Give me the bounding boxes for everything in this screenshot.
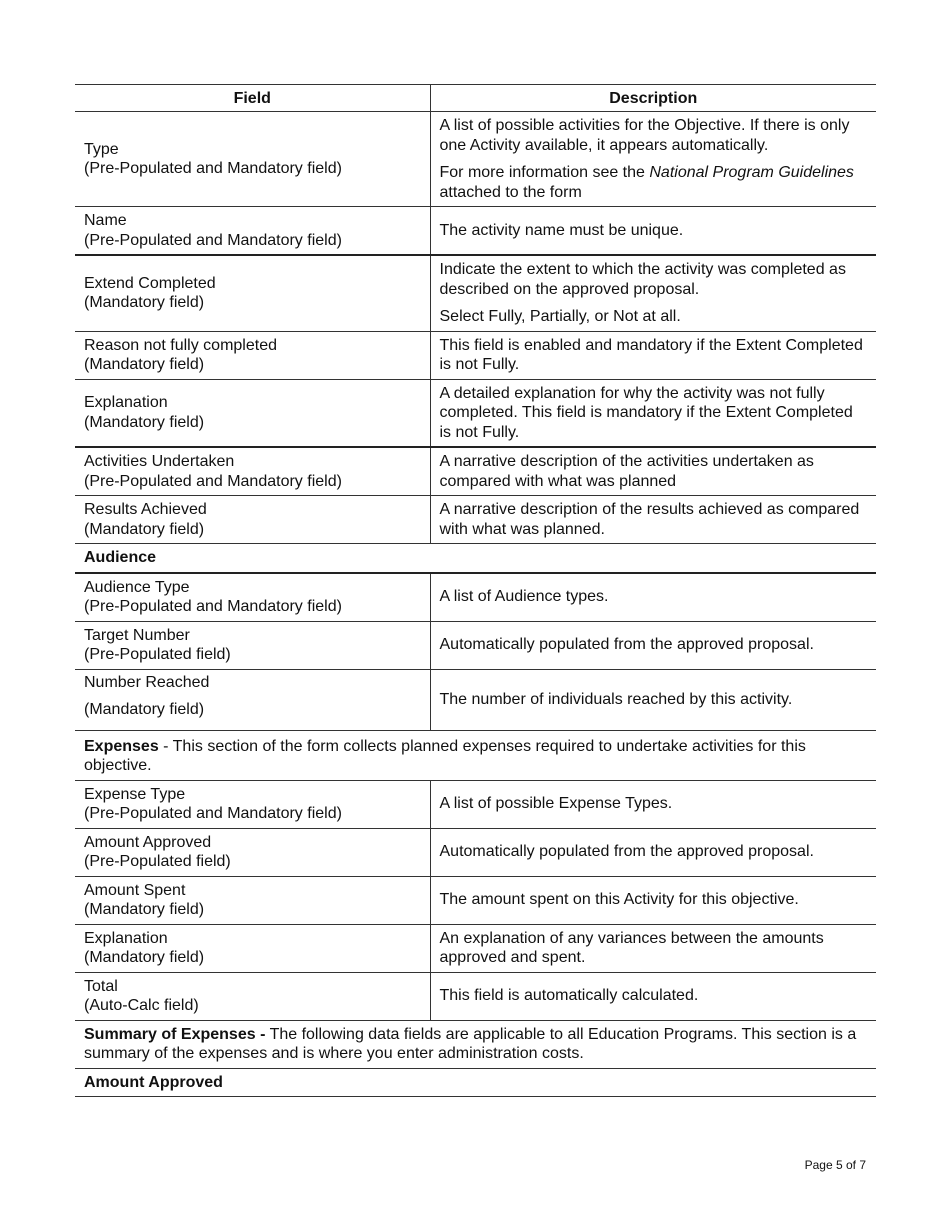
description-cell: A list of Audience types.: [430, 573, 876, 622]
section-title: Expenses: [84, 737, 159, 755]
field-label: Name: [84, 212, 127, 229]
description-cell: Automatically populated from the approved proposal.: [430, 828, 876, 876]
table-row: [75, 972, 876, 1020]
guidelines-reference: National Program Guidelines: [649, 164, 854, 181]
description-cell: A narrative description of the activities undertaken as compared with what was planned: [430, 447, 876, 496]
field-cell: [75, 379, 430, 447]
section-text: The following data fields are applicable to all Education Programs. This section is a summary of the expenses and is where you enter administration costs.: [84, 1025, 857, 1062]
description-cell: Automatically populated from the approved proposal.: [430, 621, 876, 669]
field-label: Target Number: [84, 626, 190, 644]
table-row: [75, 669, 876, 730]
description-text: A list of possible activities for the Objective. If there is only one Activity available, it appears automatically.: [439, 117, 850, 154]
description-cell: The activity name must be unique.: [430, 207, 876, 256]
field-label: Audience Type: [84, 578, 190, 596]
table-row: [75, 573, 876, 622]
table-row: [75, 207, 876, 256]
table-row: [75, 780, 876, 828]
table-row: [75, 496, 876, 544]
section-title: Audience: [75, 544, 876, 573]
field-note: (Pre-Populated and Mandatory field): [84, 805, 342, 822]
field-note: (Mandatory field): [84, 901, 205, 918]
description-cell: [430, 255, 876, 331]
field-label: Amount Spent: [84, 881, 186, 899]
field-note: (Pre-Populated and Mandatory field): [84, 598, 342, 615]
field-cell: [75, 255, 430, 331]
field-label: Type: [84, 140, 119, 158]
table-row: [75, 621, 876, 669]
field-label: Results Achieved: [84, 501, 207, 518]
table-row: [75, 379, 876, 447]
field-cell: [75, 112, 430, 207]
section-intro: [75, 730, 876, 780]
section-text: - This section of the form collects planned expenses required to undertake activities for this objective.: [84, 737, 806, 774]
table-row: [75, 112, 876, 207]
summary-section-header: [75, 1020, 876, 1068]
description-column-header: Description: [430, 85, 876, 112]
table-row: [75, 924, 876, 972]
description-cell: An explanation of any variances between the amounts approved and spent.: [430, 924, 876, 972]
field-column-header: Field: [75, 85, 430, 112]
field-note: (Pre-Populated and Mandatory field): [84, 160, 342, 177]
field-cell: [75, 828, 430, 876]
table-header: [75, 85, 876, 112]
field-label: Amount Approved: [84, 833, 212, 851]
section-title: Amount Approved: [75, 1068, 876, 1097]
field-cell: [75, 207, 430, 256]
field-label: Reason not fully completed: [84, 336, 277, 354]
field-note: (Mandatory field): [84, 413, 205, 431]
description-cell: A narrative description of the results achieved as compared with what was planned.: [430, 496, 876, 544]
description-text: For more information see the National Program Guidelines attached to the form: [439, 164, 854, 201]
field-label: Expense Type: [84, 785, 186, 803]
table-row: [75, 331, 876, 379]
field-label: Explanation: [84, 394, 168, 412]
field-cell: [75, 331, 430, 379]
field-cell: [75, 876, 430, 924]
field-note: (Pre-Populated and Mandatory field): [84, 472, 342, 490]
page-number: Page 5 of 7: [804, 1158, 866, 1172]
description-cell: This field is automatically calculated.: [430, 972, 876, 1020]
field-note: (Mandatory field): [84, 294, 205, 312]
field-note: (Mandatory field): [84, 949, 205, 966]
field-description-table: [75, 84, 876, 1097]
field-cell: [75, 573, 430, 622]
field-note: (Pre-Populated field): [84, 853, 231, 870]
field-note: (Auto-Calc field): [84, 997, 199, 1014]
expenses-section-header: [75, 730, 876, 780]
field-cell: [75, 447, 430, 496]
field-cell: [75, 496, 430, 544]
field-cell: [75, 972, 430, 1020]
field-note: (Mandatory field): [84, 520, 205, 538]
amount-approved-section-header: [75, 1068, 876, 1097]
description-cell: A detailed explanation for why the activity was not fully completed. This field is mandatory if the Extent Completed is not Fully.: [430, 379, 876, 447]
field-cell: [75, 780, 430, 828]
description-cell: [430, 112, 876, 207]
field-label: Extend Completed: [84, 274, 216, 292]
field-cell: [75, 669, 430, 730]
field-note: (Pre-Populated field): [84, 646, 231, 663]
field-label: Explanation: [84, 929, 168, 947]
description-cell: The amount spent on this Activity for this objective.: [430, 876, 876, 924]
field-note: (Mandatory field): [84, 356, 205, 373]
section-title: Summary of Expenses -: [84, 1025, 266, 1043]
field-note: (Pre-Populated and Mandatory field): [84, 231, 342, 249]
table-row: [75, 876, 876, 924]
description-cell: A list of possible Expense Types.: [430, 780, 876, 828]
table-row: [75, 447, 876, 496]
field-label: Total: [84, 977, 118, 995]
description-cell: This field is enabled and mandatory if the Extent Completed is not Fully.: [430, 331, 876, 379]
audience-section-header: [75, 544, 876, 573]
table-row: [75, 828, 876, 876]
description-cell: The number of individuals reached by this activity.: [430, 669, 876, 730]
field-label: Number Reached: [84, 673, 210, 691]
description-text: Indicate the extent to which the activity was completed as described on the approved proposal.: [439, 261, 846, 298]
section-intro: [75, 1020, 876, 1068]
field-label: Activities Undertaken: [84, 453, 235, 470]
description-text: Select Fully, Partially, or Not at all.: [439, 308, 681, 325]
field-note: (Mandatory field): [84, 701, 205, 718]
table-row: [75, 255, 876, 331]
field-cell: [75, 924, 430, 972]
field-cell: [75, 621, 430, 669]
